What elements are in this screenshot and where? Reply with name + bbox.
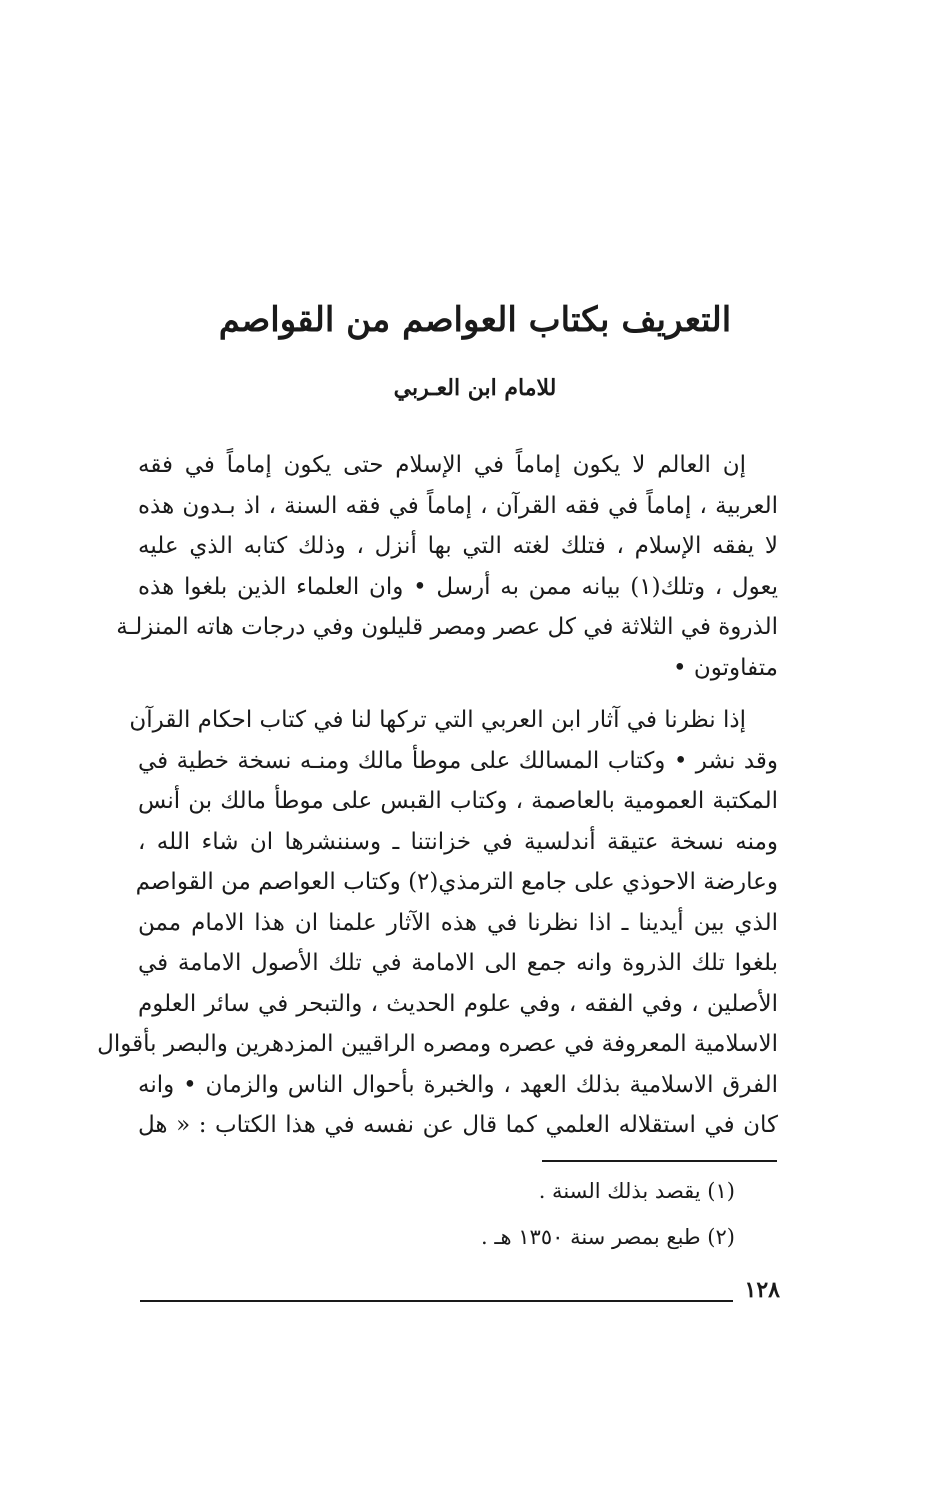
text-line: بلغوا تلك الذروة وانه جمع الى الامامة في تلك الأصول الامامة في: [138, 950, 778, 976]
text-line: الذروة في الثلاثة في كل عصر ومصر قليلون وفي درجات هاته المنزلـة: [116, 614, 778, 640]
page-number: ١٢٨: [744, 1277, 780, 1303]
text-line: وعارضة الاحوذي على جامع الترمذي(٢) وكتاب العواصم من القواصم: [135, 869, 778, 895]
author-subtitle: للامام ابن العـربي: [393, 375, 557, 401]
text-line: الأصلين ، وفي الفقه ، وفي علوم الحديث ، والتبحر في سائر العلوم: [138, 990, 778, 1017]
text-line: ومنه نسخة عتيقة أندلسية في خزانتنا ـ وسننشرها ان شاء الله ،: [138, 828, 778, 855]
footnote-2: (٢) طبع بمصر سنة ١٣٥٠ هـ .: [481, 1225, 735, 1249]
text-line: إن العالم لا يكون إماماً في الإسلام حتى يكون إماماً في فقه: [138, 452, 746, 478]
page-title: التعريف بكتاب العواصم من القواصم: [218, 300, 732, 340]
text-line: الاسلامية المعروفة في عصره ومصره الراقيين المزدهرين والبصر بأقوال: [97, 1031, 778, 1057]
footnotes: [235, 1168, 735, 1260]
text-line: إذا نظرنا في آثار ابن العربي التي تركها لنا في كتاب احكام القرآن: [129, 707, 746, 733]
footer-rule: [140, 1300, 733, 1302]
page-footer: [140, 1270, 780, 1310]
text-line: العربية ، إماماً في فقه القرآن ، إماماً في فقه السنة ، اذ بـدون هذه: [138, 492, 778, 519]
text-line: وقد نشر • وكتاب المسالك على موطأ مالك ومنـه نسخة خطية في: [138, 747, 778, 774]
text-line: لا يفقه الإسلام ، فتلك لغته التي بها أنزل ، وذلك كتابه الذي عليه: [138, 533, 778, 559]
text-line: كان في استقلاله العلمي كما قال عن نفسه في هذا الكتاب : « هل: [138, 1112, 778, 1138]
paragraph-1: [116, 445, 778, 688]
footnote-divider: [542, 1160, 777, 1162]
text-line: الذي بين أيدينا ـ اذا نظرنا في هذه الآثار علمنا ان هذا الامام ممن: [138, 909, 778, 936]
footnote-1: (١) يقصد بذلك السنة .: [538, 1179, 735, 1203]
text-line: يعول ، وتلك(١) بيانه ممن به أرسل • وان العلماء الذين بلغوا هذه: [138, 573, 778, 600]
text-line: الفرق الاسلامية بذلك العهد ، والخبرة بأحوال الناس والزمان • وانه: [138, 1071, 778, 1098]
paragraph-2: [97, 700, 778, 1146]
text-line: متفاوتون •: [672, 654, 778, 681]
text-line: المكتبة العمومية بالعاصمة ، وكتاب القبس على موطأ مالك بن أنس: [138, 788, 778, 814]
